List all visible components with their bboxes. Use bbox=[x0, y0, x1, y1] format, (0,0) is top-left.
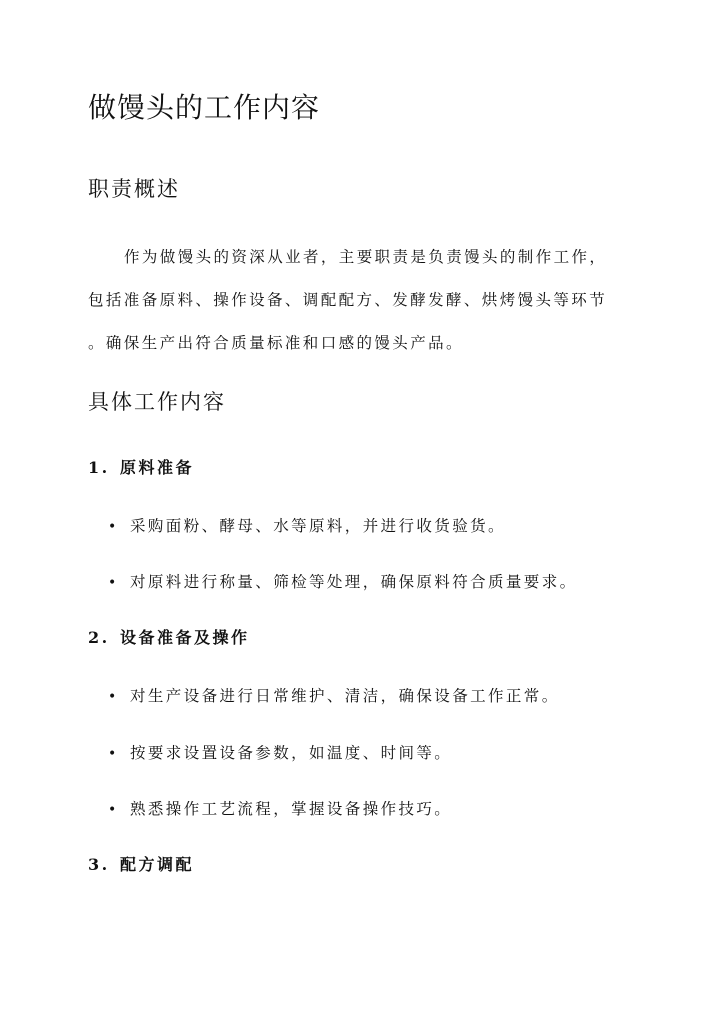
section-heading-work-content: 具体工作内容 bbox=[88, 390, 226, 414]
list-item-text: 熟悉操作工艺流程，掌握设备操作技巧。 bbox=[130, 800, 453, 818]
list-item-text: 对原料进行称量、筛检等处理，确保原料符合质量要求。 bbox=[130, 573, 578, 591]
duties-paragraph-line-1: 作为做馒头的资深从业者，主要职责是负责馒头的制作工作， bbox=[124, 248, 608, 266]
list-item bbox=[108, 513, 506, 540]
bullet-icon: • bbox=[108, 519, 119, 535]
section-heading-duties: 职责概述 bbox=[88, 177, 180, 201]
duties-paragraph-line-2: 包括准备原料、操作设备、调配配方、发酵发酵、烘烤馒头等环节 bbox=[88, 291, 608, 309]
bullet-icon: • bbox=[108, 802, 119, 818]
subsection-heading-recipe bbox=[88, 853, 194, 877]
subsection-number: 3. bbox=[88, 855, 110, 874]
bullet-icon: • bbox=[108, 746, 119, 762]
subsection-title: 原料准备 bbox=[120, 458, 195, 477]
duties-paragraph-line-3: 。确保生产出符合质量标准和口感的馒头产品。 bbox=[88, 334, 464, 352]
list-item bbox=[108, 796, 452, 823]
subsection-title: 设备准备及操作 bbox=[120, 628, 250, 647]
list-item-text: 对生产设备进行日常维护、清洁，确保设备工作正常。 bbox=[130, 687, 560, 705]
subsection-heading-raw-materials bbox=[88, 456, 194, 480]
list-item-text: 按要求设置设备参数，如温度、时间等。 bbox=[130, 744, 453, 762]
list-item bbox=[108, 569, 578, 596]
list-item bbox=[108, 683, 560, 710]
subsection-number: 1. bbox=[88, 458, 110, 477]
subsection-number: 2. bbox=[88, 628, 110, 647]
bullet-icon: • bbox=[108, 689, 119, 705]
document-title: 做馒头的工作内容 bbox=[88, 91, 321, 124]
bullet-icon: • bbox=[108, 575, 119, 591]
list-item bbox=[108, 740, 452, 767]
subsection-heading-equipment bbox=[88, 626, 250, 650]
list-item-text: 采购面粉、酵母、水等原料，并进行收货验货。 bbox=[130, 517, 506, 535]
subsection-title: 配方调配 bbox=[120, 855, 195, 874]
